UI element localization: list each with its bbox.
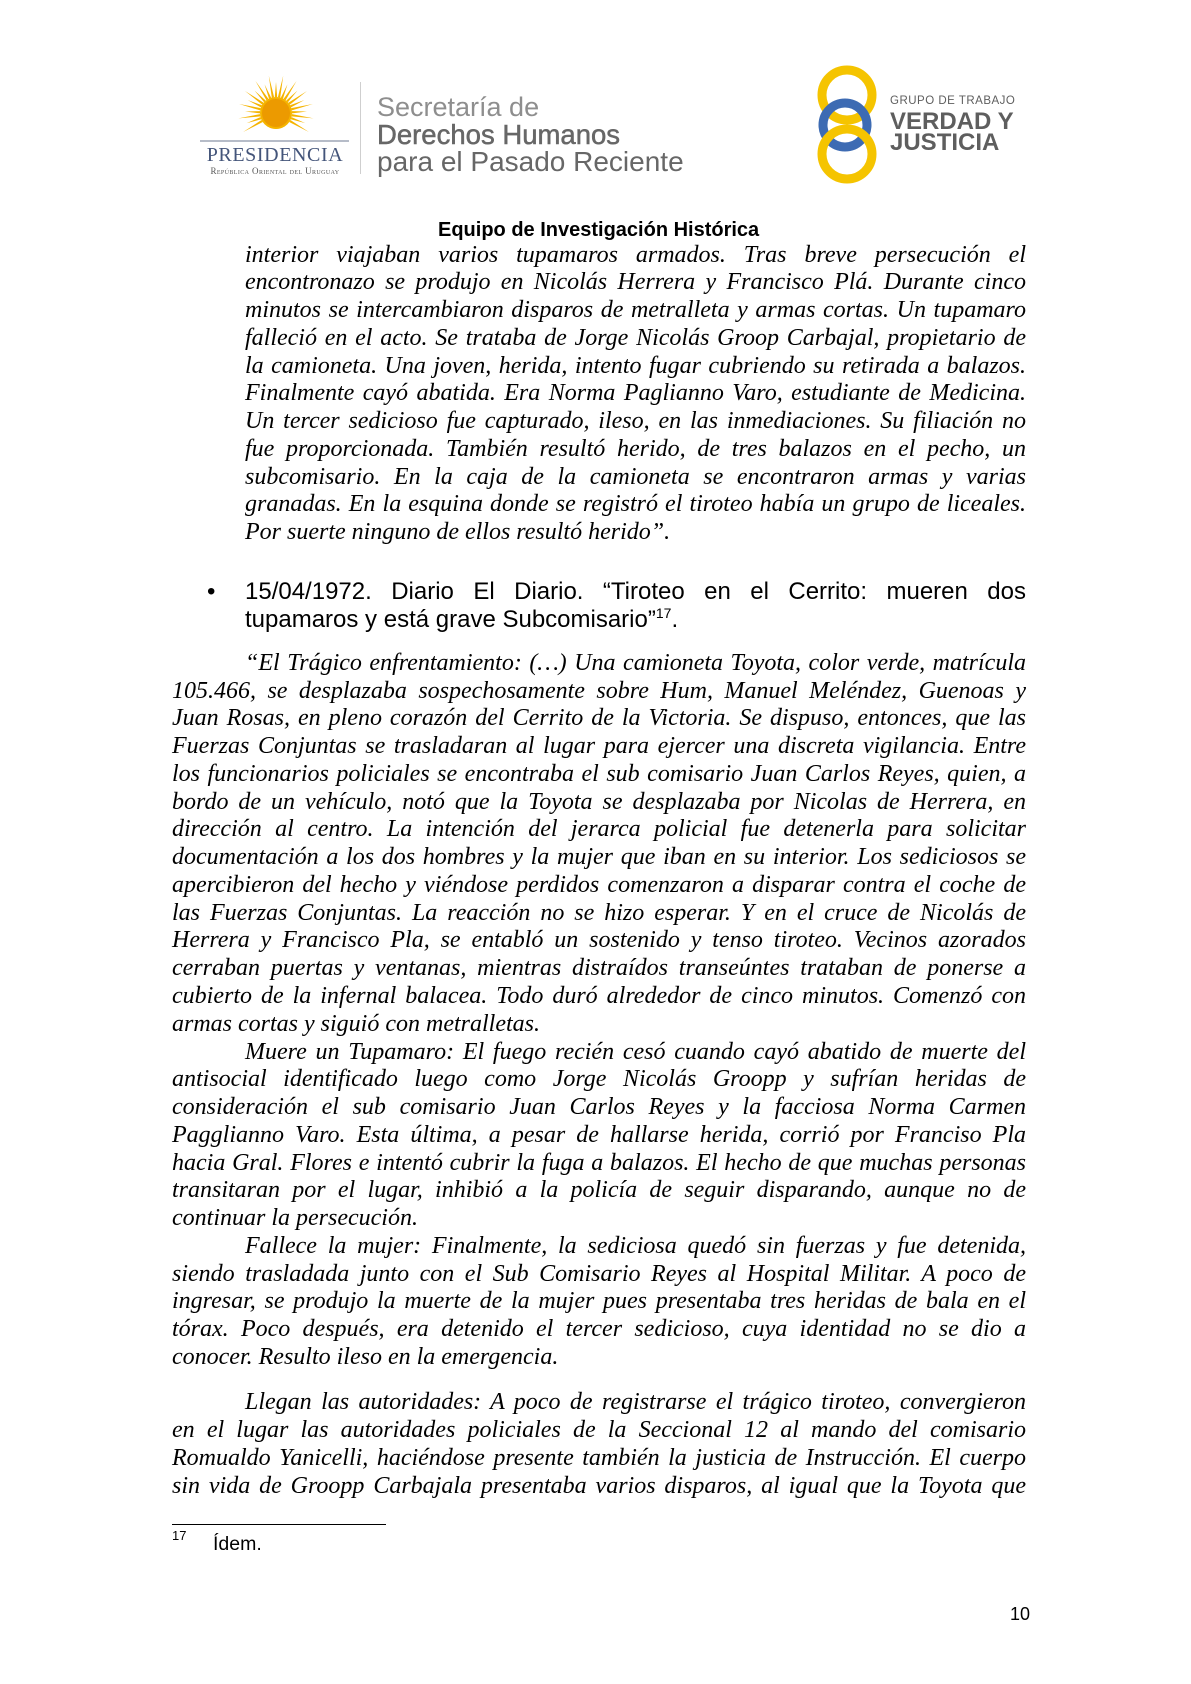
text-line: hacia Gral. Flores e intentó cubrir la fuga a balazos. El hecho de que muchas personas [172,1149,1026,1176]
text-line: Fuerzas Conjuntas se trasladaran al lugar para ejercer una discreta vigilancia. Entre [172,733,1026,760]
text-line: Herrera y Francisco Pla, se entabló un sostenido y tenso tiroteo. Vecinos azorados [172,927,1026,954]
sun-ray [269,76,274,98]
text-line: “El Trágico enfrentamiento: (…) Una camioneta Toyota, color verde, matrícula [245,649,1026,676]
text-line: Llegan las autoridades: A poco de registrarse el trágico tiroteo, convergieron [245,1389,1026,1416]
sun-ray [255,91,266,103]
sun-ray [286,91,297,103]
verdad-justicia-rings-icon [812,60,882,190]
text-line: la camioneta. Una joven, herida, intento fugar cubriendo su retirada a balazos. [245,352,1026,379]
text-line: conocer. Resulto ileso en la emergencia. [172,1343,559,1370]
article-body-continued [172,1389,1026,1500]
footnote-text: Ídem. [213,1533,262,1555]
text-line: sin vida de Groopp Carbajala presentaba varios disparos, al igual que la Toyota que [172,1472,1026,1499]
presidencia-subtitle: República Oriental del Uruguay [210,166,340,176]
secretaria-line-2: Derechos Humanos [377,119,621,150]
sun-ray [243,120,263,132]
text-line: Muere un Tupamaro: El fuego recién cesó cuando cayó abatido de muerte del [245,1038,1026,1065]
text-line: minutos se intercambiaron disparos de metralleta y armas cortas. Un tupamaro [245,297,1026,324]
text-line: falleció en el acto. Se trataba de Jorge Nicolás Groop Carbajal, propietario de [245,324,1026,351]
grupo-line-3: JUSTICIA [890,129,1000,156]
text-line: en el lugar las autoridades policiales de la Seccional 12 al mando del comisario [172,1417,1026,1444]
ring-bottom [822,129,872,179]
sun-disc [261,98,291,128]
sun-ray [292,114,314,118]
logo-divider [360,82,361,174]
bullet-marker: • [207,578,216,606]
text-line: transitaran por el lugar, inhibió a la policía de seguir disparando, aunque no de [172,1177,1026,1204]
grupo-line-1: GRUPO DE TRABAJO [890,95,1016,107]
text-line: Finalmente cayó abatida. Era Norma Paglianno Varo, estudiante de Medicina. [245,380,1026,407]
secretaria-line-3: para el Pasado Reciente [377,146,684,177]
text-line: Romualdo Yanicelli, haciéndose presente también la justicia de Instrucción. El cuerpo [172,1444,1026,1471]
presidencia-wordmark: PRESIDENCIA [206,144,344,166]
text-line: documentación a los dos hombres y la mujer que iban en su interior. Los sediciosos se [172,844,1026,871]
sun-ray [289,120,309,132]
text-line: armas cortas y siguió con metralletas. [172,1010,540,1037]
text-line: las Fuerzas Conjuntas. La reacción no se hizo esperar. Y en el cruce de Nicolás de [172,899,1026,926]
sun-ray [278,76,283,98]
bullet-entry [245,578,1026,634]
sun-ray [245,111,260,113]
article-paragraph [172,1233,1026,1372]
presidencia-logo [195,70,355,185]
grupo-wordmark [890,94,1016,156]
bullet-line-1: 15/04/1972. Diario El Diario. “Tiroteo en el Cerrito: mueren dos [245,578,1026,606]
text-line: los funcionarios policiales se encontraba el sub comisario Juan Carlos Reyes, quien, a [172,760,1026,787]
article-paragraph [172,650,1026,1039]
quote-continuation [245,242,1026,547]
text-line: antisocial identificado luego como Jorge Nicolás Groopp y sufrían heridas de [172,1066,1026,1093]
article-paragraph [172,1389,1026,1500]
text-line: cubierto de la infernal balacea. Todo duró alrededor de cinco minutos. Comenzó con [172,982,1026,1009]
secretaria-wordmark [377,94,684,175]
text-line: siendo trasladada junto con el Sub Comisario Reyes al Hospital Militar. A poco de [172,1260,1026,1287]
sun-ray [292,111,307,113]
article-paragraph [172,1039,1026,1233]
text-line: consideración el sub comisario Juan Carlos Reyes y la facciosa Norma Carmen [172,1094,1026,1121]
text-line: encontronazo se produjo en Nicolás Herrera y Francisco Plá. Durante cinco [245,269,1026,296]
footnote-reference[interactable]: 17 [655,605,672,622]
text-line: Un tercer sedicioso fue capturado, ileso, en las inmediaciones. Su filiación no [245,408,1026,435]
sun-ray [275,82,277,97]
page-number: 10 [1010,1604,1031,1624]
text-line: fue proporcionada. También resultó herido, de tres balazos en el pecho, un [245,435,1026,462]
text-line: Fallece la mujer: Finalmente, la sediciosa quedó sin fuerzas y fue detenida, [245,1232,1026,1259]
text-line: interior viajaban varios tupamaros armados. Tras breve persecución el [245,241,1026,268]
text-line: granadas. En la esquina donde se registró el tiroteo había un grupo de liceales. [245,491,1026,518]
bullet-line-2-end: . [671,606,679,634]
secretaria-line-1: Secretaría de [377,92,540,122]
footnote-separator [172,1524,386,1525]
team-title: Equipo de Investigación Histórica [438,219,760,241]
grupo-line-2: VERDAD Y [890,108,1014,135]
uruguay-sun-icon [195,70,355,142]
article-body [172,650,1026,1372]
bullet-line-2-text: tupamaros y está grave Subcomisario” [245,606,656,634]
bullet-line-2 [245,606,1026,634]
footnote-number: 17 [172,1528,187,1543]
text-line: 105.466, se desplazaba sospechosamente sobre Hum, Manuel Meléndez, Guenoas y [172,677,1026,704]
text-line: dirección al centro. La intención del jerarca policial fue detenerla para solicitar [172,816,1026,843]
text-line: continuar la persecución. [172,1205,418,1232]
text-line: tórax. Poco después, era detenido el tercer sedicioso, cuya identidad no se dio a [172,1316,1026,1343]
sun-ray [238,114,260,118]
text-line: bordo de un vehículo, notó que la Toyota se desplazaba por Nicolas de Herrera, en [172,788,1026,815]
text-line: cerraban puertas y ventanas, mientras distraídos transeúntes trataban de ponerse a [172,955,1026,982]
text-line: ingresar, se produjo la muerte de la mujer pues presentaba tres heridas de bala en el [172,1288,1026,1315]
text-line: Juan Rosas, en pleno corazón del Cerrito de la Victoria. Se dispuso, entonces, que las [172,705,1026,732]
text-line: apercibieron del hecho y viéndose perdidos comenzaron a disparar contra el coche de [172,871,1026,898]
text-line: Por suerte ninguno de ellos resultó herido”. [245,519,671,546]
text-line: Pagglianno Varo. Esta última, a pesar de hallarse herida, corrió por Franciso Pla [172,1121,1026,1148]
text-line: subcomisario. En la caja de la camioneta se encontraron armas y varias [245,463,1026,490]
